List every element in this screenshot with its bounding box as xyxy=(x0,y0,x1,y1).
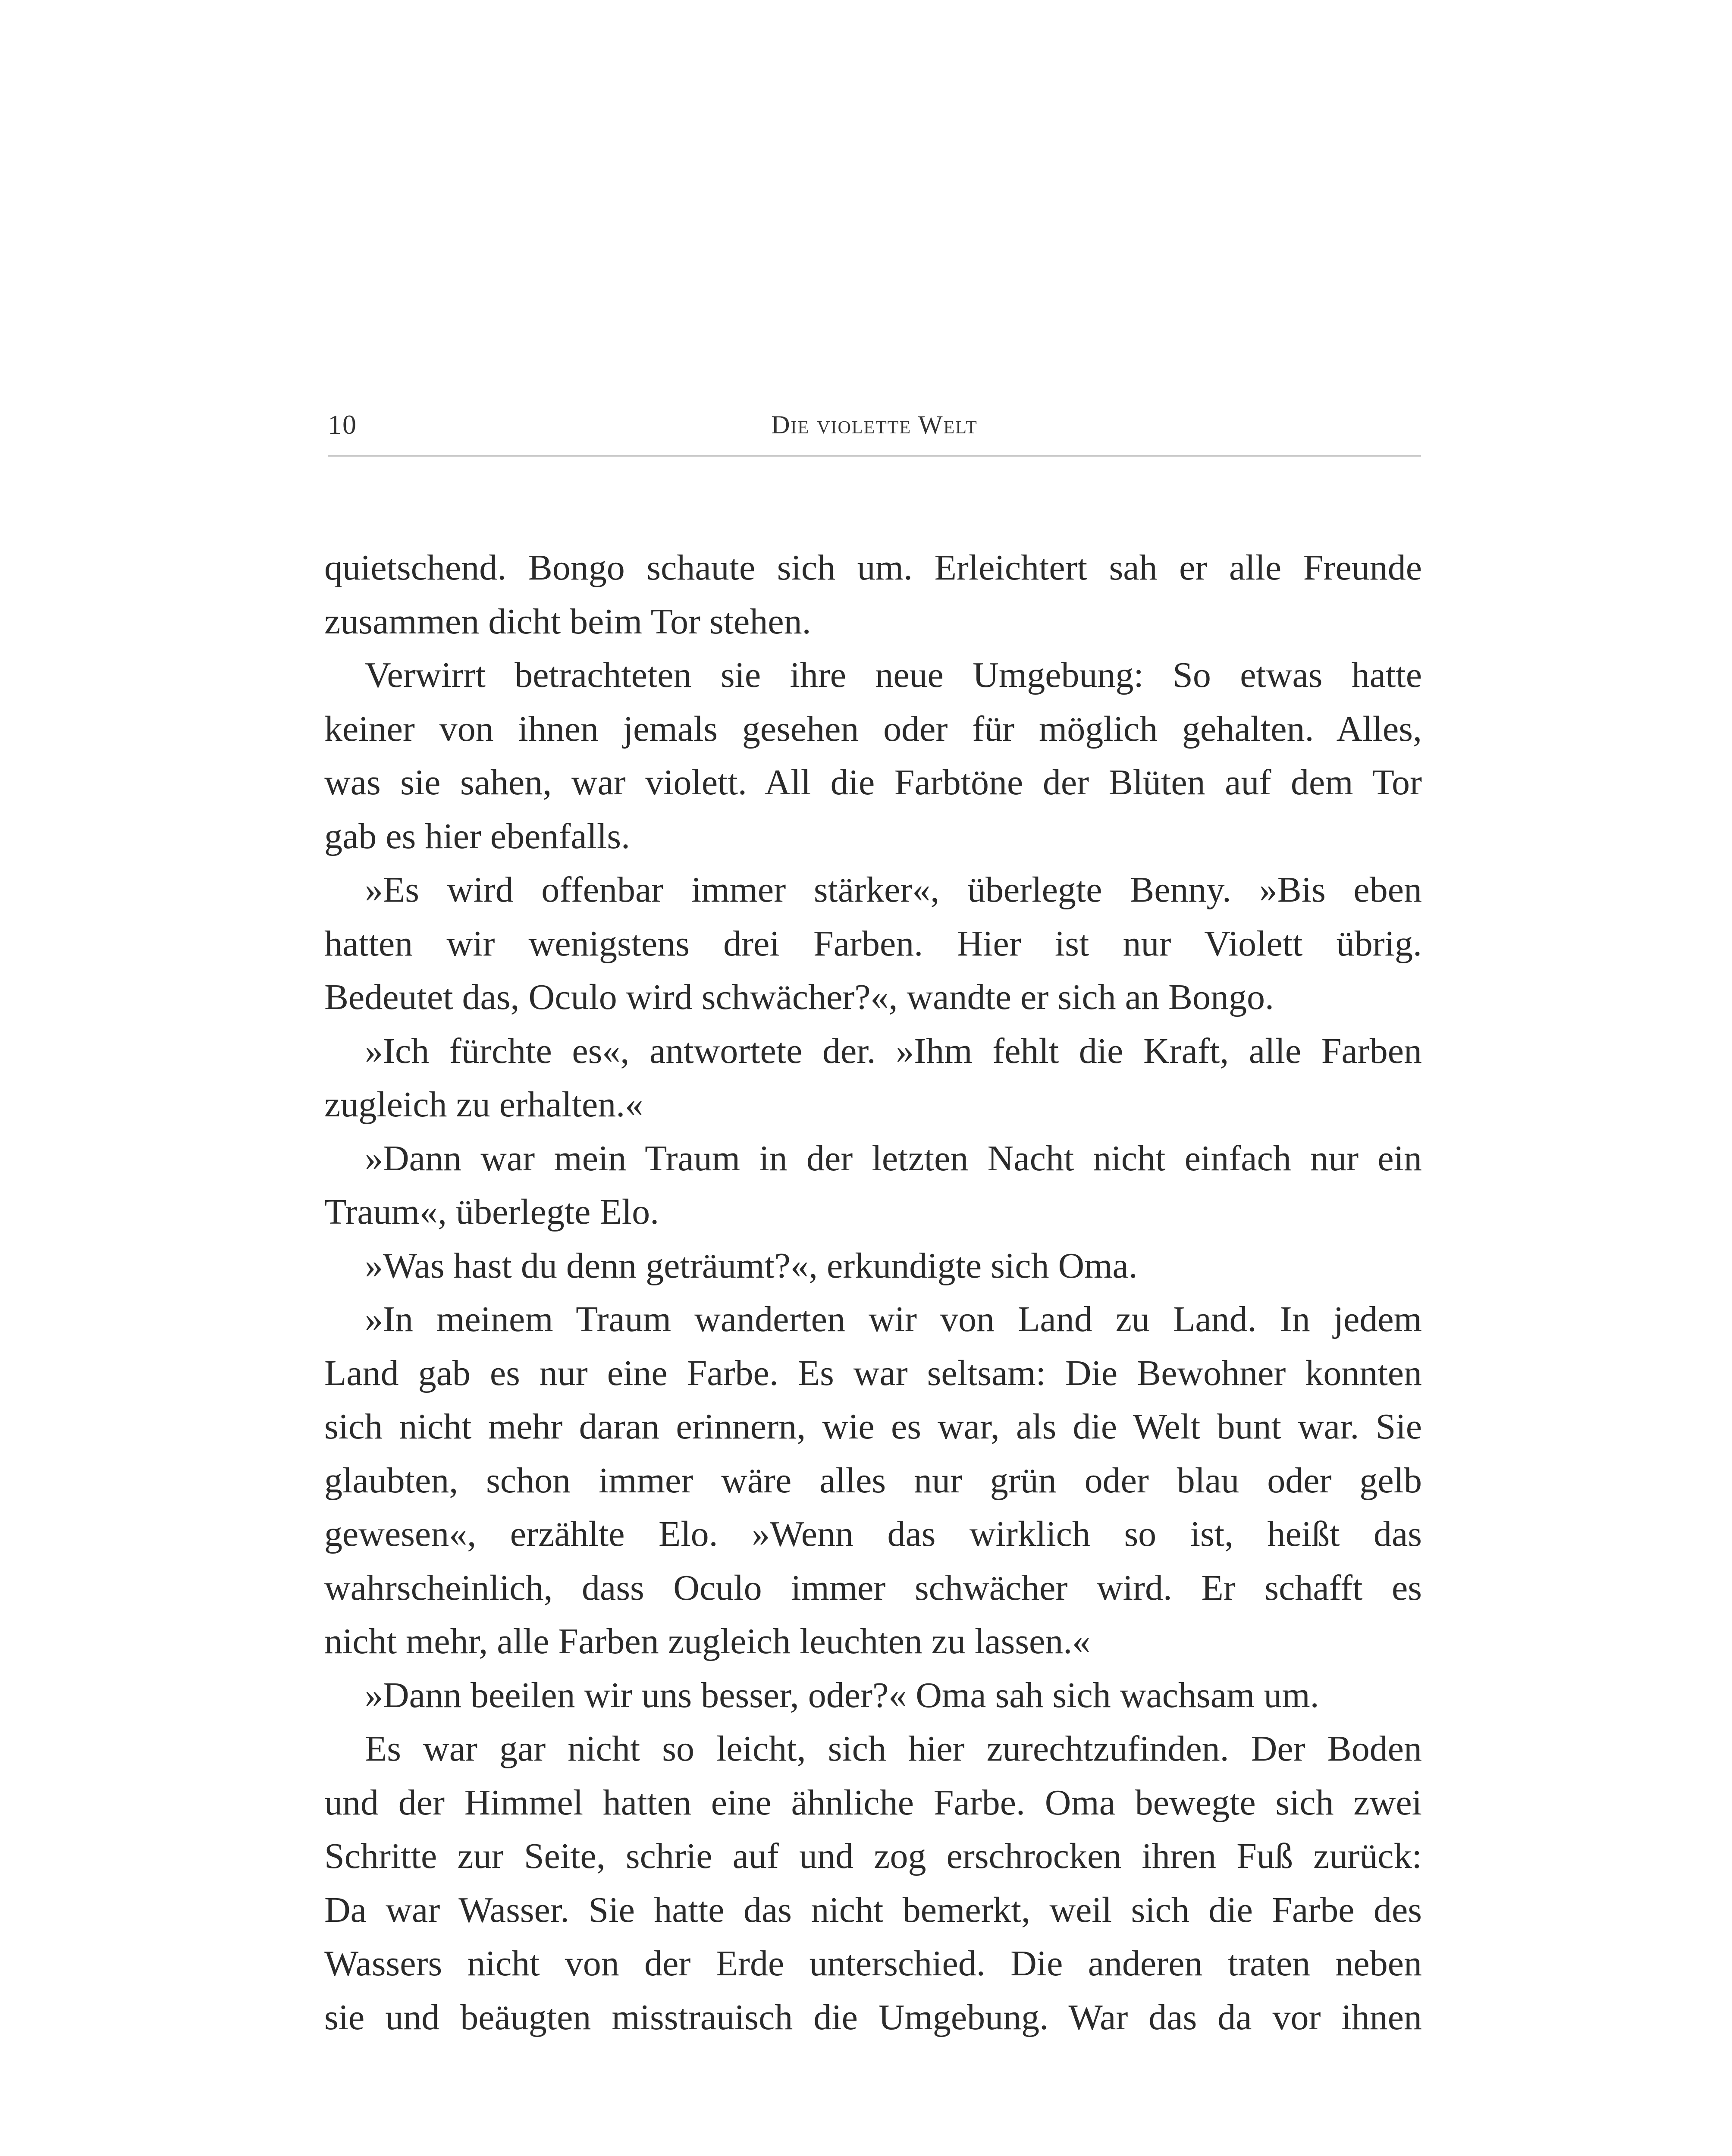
text-line: sich nicht mehr daran erinnern, wie es war, als die Welt bunt war. Sie xyxy=(324,1407,1422,1447)
text-line: »Was hast du denn geträumt?«, erkundigte sich Oma. xyxy=(365,1245,1138,1286)
text-line: gewesen«, erzählte Elo. »Wenn das wirklich so ist, heißt das xyxy=(324,1514,1422,1554)
paragraph xyxy=(324,1239,1422,1293)
text-line: Bedeutet das, Oculo wird schwächer?«, wandte er sich an Bongo. xyxy=(324,977,1274,1017)
paragraph xyxy=(324,1669,1422,1723)
text-line: hatten wir wenigstens drei Farben. Hier ist nur Violett übrig. xyxy=(324,923,1422,964)
text-line: »Dann beeilen wir uns besser, oder?« Oma sah sich wachsam um. xyxy=(365,1675,1319,1715)
text-line: Wassers nicht von der Erde unterschied. Die anderen traten neben xyxy=(324,1943,1422,1984)
text-line: sie und beäugten misstrauisch die Umgebung. War das da vor ihnen xyxy=(324,1997,1422,2037)
body-text xyxy=(324,541,1422,2044)
text-line: Da war Wasser. Sie hatte das nicht bemerkt, weil sich die Farbe des xyxy=(324,1890,1422,1930)
text-line: keiner von ihnen jemals gesehen oder für möglich gehalten. Alles, xyxy=(324,708,1422,749)
text-line: zusammen dicht beim Tor stehen. xyxy=(324,601,811,642)
paragraph xyxy=(324,1132,1422,1239)
text-line: zugleich zu erhalten.« xyxy=(324,1084,643,1125)
paragraph xyxy=(324,1293,1422,1669)
text-line: »Dann war mein Traum in der letzten Nacht nicht einfach nur ein xyxy=(365,1138,1422,1178)
running-title: Die violette Welt xyxy=(771,411,978,439)
paragraph xyxy=(324,1722,1422,2044)
text-line: glaubten, schon immer wäre alles nur grün oder blau oder gelb xyxy=(324,1460,1422,1501)
paragraph xyxy=(324,863,1422,1025)
text-line: gab es hier ebenfalls. xyxy=(324,816,631,856)
text-line: »Ich fürchte es«, antwortete der. »Ihm fehlt die Kraft, alle Farben xyxy=(365,1031,1422,1071)
text-line: »In meinem Traum wanderten wir von Land zu Land. In jedem xyxy=(365,1299,1422,1339)
paragraph xyxy=(324,1025,1422,1132)
text-line: was sie sahen, war violett. All die Farbtöne der Blüten auf dem Tor xyxy=(324,762,1422,802)
text-line: Traum«, überlegte Elo. xyxy=(324,1192,659,1232)
text-line: quietschend. Bongo schaute sich um. Erleichtert sah er alle Freunde xyxy=(324,548,1422,588)
page-number: 10 xyxy=(328,409,357,440)
text-line: Schritte zur Seite, schrie auf und zog erschrocken ihren Fuß zurück: xyxy=(324,1836,1422,1876)
header-rule xyxy=(328,455,1421,457)
running-head xyxy=(328,407,1421,442)
text-line: Es war gar nicht so leicht, sich hier zurechtzufinden. Der Boden xyxy=(365,1729,1422,1769)
paragraph xyxy=(324,649,1422,863)
paragraph xyxy=(324,541,1422,649)
text-line: Land gab es nur eine Farbe. Es war seltsam: Die Bewohner konnten xyxy=(324,1353,1422,1393)
text-line: »Es wird offenbar immer stärker«, überlegte Benny. »Bis eben xyxy=(365,870,1422,910)
text-line: nicht mehr, alle Farben zugleich leuchten zu lassen.« xyxy=(324,1621,1091,1661)
text-line: und der Himmel hatten eine ähnliche Farbe. Oma bewegte sich zwei xyxy=(324,1782,1422,1823)
text-line: Verwirrt betrachteten sie ihre neue Umgebung: So etwas hatte xyxy=(365,655,1422,695)
text-line: wahrscheinlich, dass Oculo immer schwächer wird. Er schafft es xyxy=(324,1567,1422,1608)
